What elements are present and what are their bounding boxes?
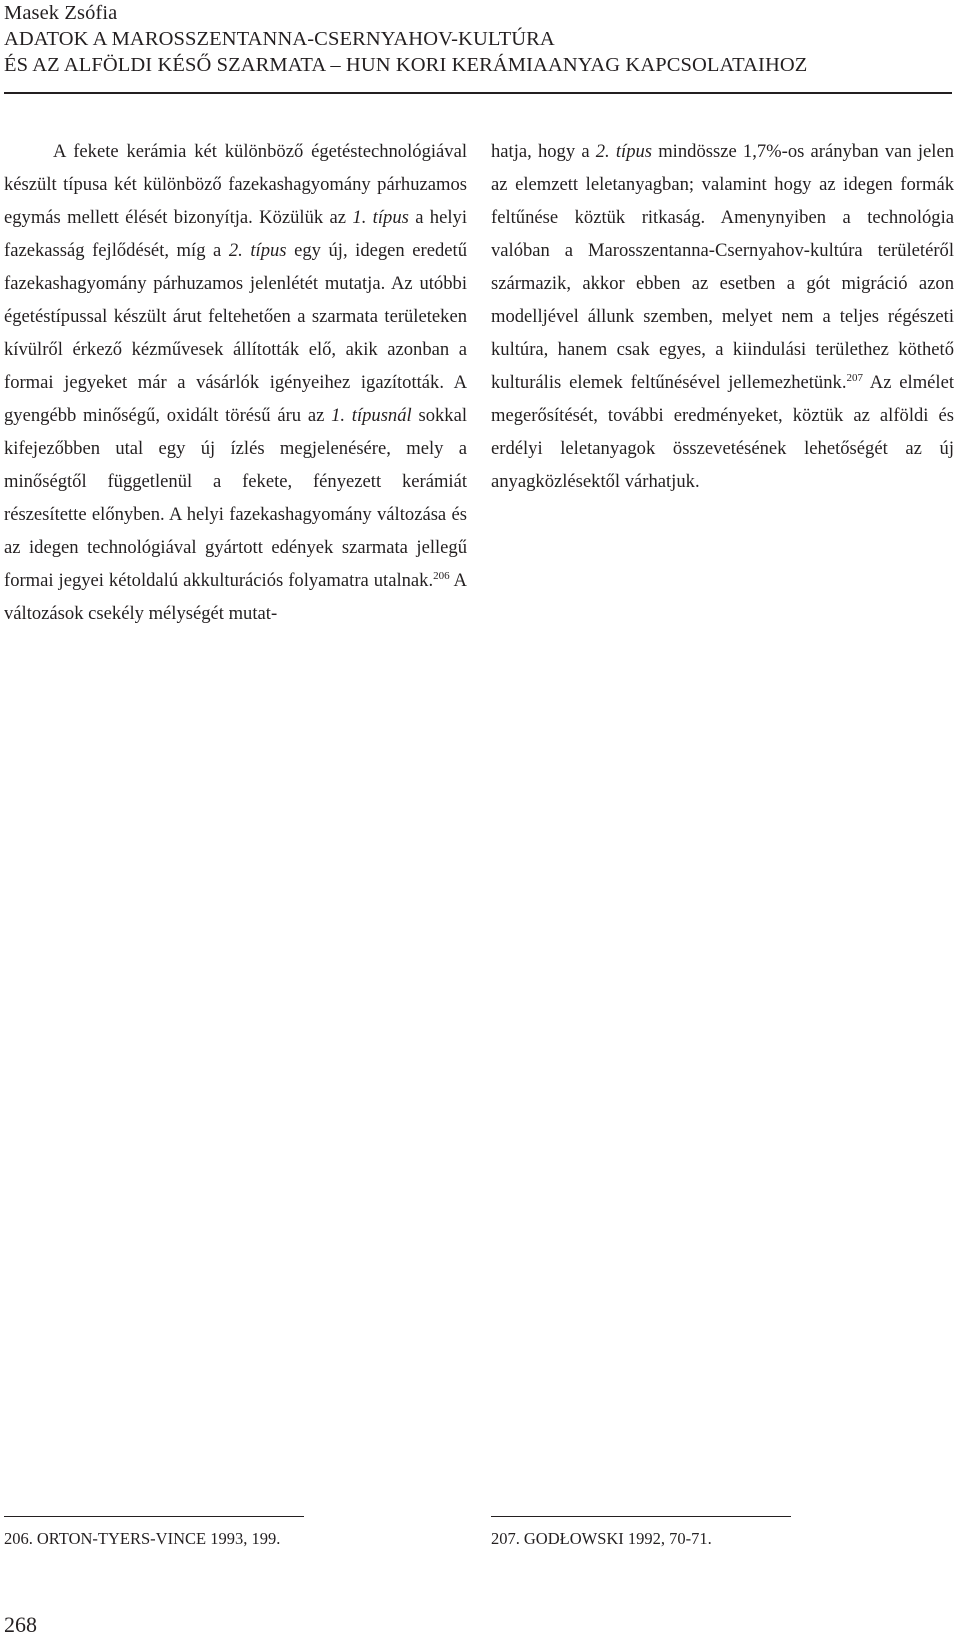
italic-term: 1. típus	[352, 207, 409, 228]
text-run: Az elmélet megerősítését, további eredményeket, köztük az alföldi és erdélyi leletanyagok összevetésének lehetőségét az új anyagközlésektől várhatjuk.	[491, 372, 955, 492]
body-column-right	[491, 135, 954, 498]
footnote-ref-206[interactable]: 206	[433, 570, 450, 582]
text-run: hatja, hogy a	[491, 141, 596, 162]
footnote-ref-207[interactable]: 207	[846, 372, 863, 384]
article-title-line-2: ÉS AZ ALFÖLDI KÉSŐ SZARMATA – HUN KORI KERÁMIAANYAG KAPCSOLATAIHOZ	[4, 54, 808, 76]
text-run: A változások csekély mélységét mutat-	[4, 570, 467, 624]
paragraph	[4, 135, 467, 630]
text-run: sokkal kifejezőbben utal egy új ízlés megjelenésére, mely a minőségtől függetlenül a fekete, fényezett kerámiát részesítette előnyben. A helyi fazekashagyomány változása és az idegen technológiával gyártott edények szarmata jellegű formai jegyei kétoldalú akkulturációs folyamatra utalnak.	[4, 405, 467, 591]
page-number: 268	[4, 1612, 37, 1637]
italic-term: 2. típus	[595, 141, 653, 162]
header-rule	[4, 92, 952, 94]
running-header	[4, 0, 954, 78]
article-title-line-1: ADATOK A MAROSSZENTANNA-CSERNYAHOV-KULTÚRA	[4, 28, 555, 50]
italic-term: 1. típusnál	[331, 405, 412, 426]
footnote-number: 207.	[491, 1529, 520, 1548]
text-run: A fekete kerámia két különböző égetéstechnológiával készült típusa két különböző fazekashagyomány párhuzamos egymás mellett élését bizonyítja. Közülük az	[4, 141, 467, 228]
footnote-text: GODŁOWSKI 1992, 70-71.	[523, 1529, 712, 1548]
footnote-text: ORTON-TYERS-VINCE 1993, 199.	[36, 1529, 281, 1548]
text-run: a helyi fazekasság fejlődését, míg a	[4, 207, 467, 261]
text-run: egy új, idegen eredetű fazekashagyomány párhuzamos jelenlétét mutatja. Az utóbbi égetéstípussal készült árut feltehetően a szarmata területeken kívülről érkező kézművesek állították elő, akik azonban a formai jegyeket már a vásárlók igényeihez igazították. A gyengébb minőségű, oxidált törésű áru az	[4, 240, 467, 426]
body-column-left	[4, 135, 467, 630]
author-name: Masek Zsófia	[4, 2, 118, 24]
footnote-206	[4, 1527, 280, 1551]
footnote-rule-right	[491, 1516, 791, 1517]
footnote-207	[491, 1527, 712, 1551]
paragraph	[491, 135, 954, 498]
footnote-rule-left	[4, 1516, 304, 1517]
italic-term: 2. típus	[228, 240, 287, 261]
text-run: mindössze 1,7%-os arányban van jelen az elemzett leletanyagban; valamint hogy az idegen formák feltűnése köztük ritkaság. Amenynyiben a technológia valóban a Marosszentanna-Csernyahov-kultúra területéről származik, akkor ebben az esetben a gót migráció azon modelljével állunk szemben, melyet nem a teljes régészeti kultúra, hanem csak egyes, a kiindulási területhez köthető kulturális elemek feltűnésével jellemezhetünk.	[491, 141, 954, 393]
footnote-number: 206.	[4, 1529, 33, 1548]
